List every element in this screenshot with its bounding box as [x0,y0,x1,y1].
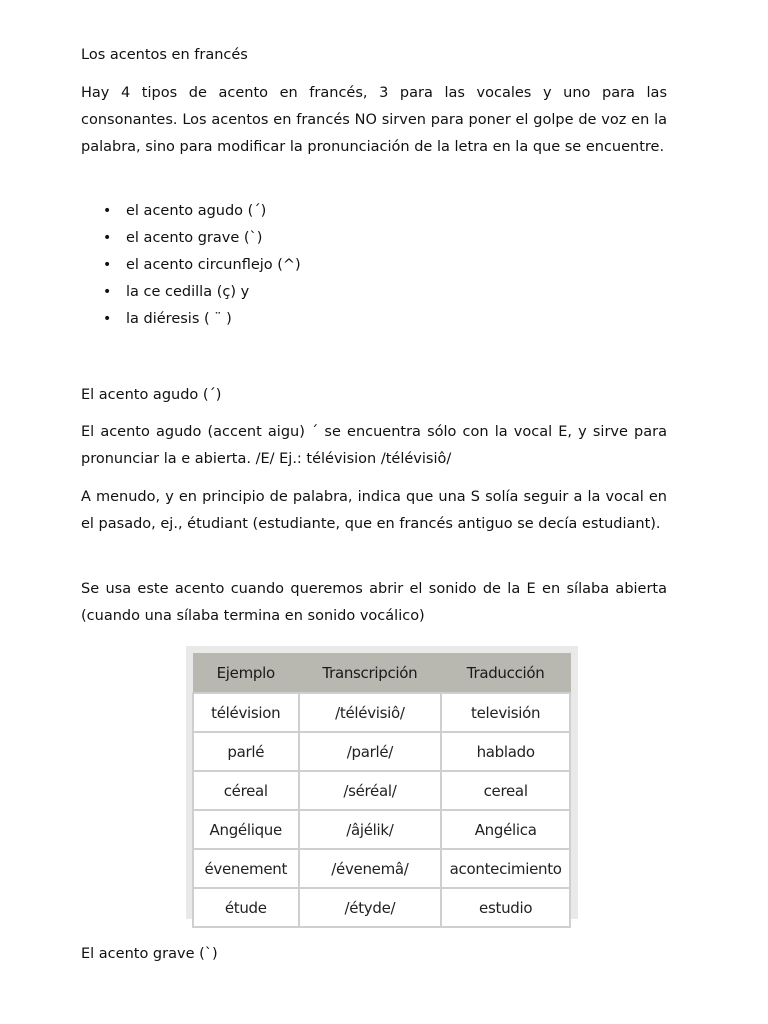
table-cell: estudio [441,888,570,927]
bullet-icon: • [103,257,112,273]
examples-table [192,653,571,928]
table-cell: /séréal/ [299,771,442,810]
agudo-paragraph-1: El acento agudo (accent aigu) ´ se encuentra sólo con la vocal E, y sirve para pronunciar la e abierta. /E/ Ej.: télévision /télévisiô/ [81,424,667,467]
table-cell: televisión [441,693,570,732]
list-item: • la diéresis ( ¨ ) [81,306,581,333]
table-cell: Angélica [441,810,570,849]
bullet-icon: • [103,284,112,300]
header-traduccion: Traducción [441,654,570,694]
table-cell: /télévisiô/ [299,693,442,732]
table-row [193,771,570,810]
list-item: • el acento grave (`) [81,225,581,252]
table-cell: évenement [193,849,299,888]
table-cell: /âjélik/ [299,810,442,849]
table-cell: céreal [193,771,299,810]
examples-table-image [186,646,578,919]
table-cell: Angélique [193,810,299,849]
bullet-icon: • [103,203,112,219]
table-cell: /parlé/ [299,732,442,771]
agudo-paragraph-2: A menudo, y en principio de palabra, indica que una S solía seguir a la vocal en el pasado, ej., étudiant (estudiante, que en francés antiguo se decía estudiant). [81,489,667,532]
header-ejemplo: Ejemplo [193,654,299,694]
table-row [193,693,570,732]
section-heading-agudo: El acento agudo (´) [81,387,222,403]
table-cell: parlé [193,732,299,771]
bullet-icon: • [103,230,112,246]
intro-paragraph: Hay 4 tipos de acento en francés, 3 para las vocales y uno para las consonantes. Los acentos en francés NO sirven para poner el golpe de voz en la palabra, sino para modificar la pronunciación de la letra en la que se encuentre. [81,85,667,155]
agudo-paragraph-3: Se usa este acento cuando queremos abrir el sonido de la E en sílaba abierta (cuando una sílaba termina en sonido vocálico) [81,581,667,624]
table-row [193,849,570,888]
table-cell: /étyde/ [299,888,442,927]
table-row [193,810,570,849]
table-cell: cereal [441,771,570,810]
table-cell: /évenemâ/ [299,849,442,888]
page-title: Los acentos en francés [81,47,248,63]
table-row [193,732,570,771]
table-cell: télévision [193,693,299,732]
table-cell: hablado [441,732,570,771]
list-item: • el acento agudo (´) [81,198,581,225]
list-item: • el acento circunflejo (^) [81,252,581,279]
table-row [193,888,570,927]
bullet-icon: • [103,311,112,327]
table-header-row [193,654,570,694]
table-cell: étude [193,888,299,927]
header-transcripcion: Transcripción [299,654,442,694]
accent-types-list [81,198,581,333]
section-heading-grave: El acento grave (`) [81,946,218,962]
list-item: • la ce cedilla (ç) y [81,279,581,306]
table-cell: acontecimiento [441,849,570,888]
